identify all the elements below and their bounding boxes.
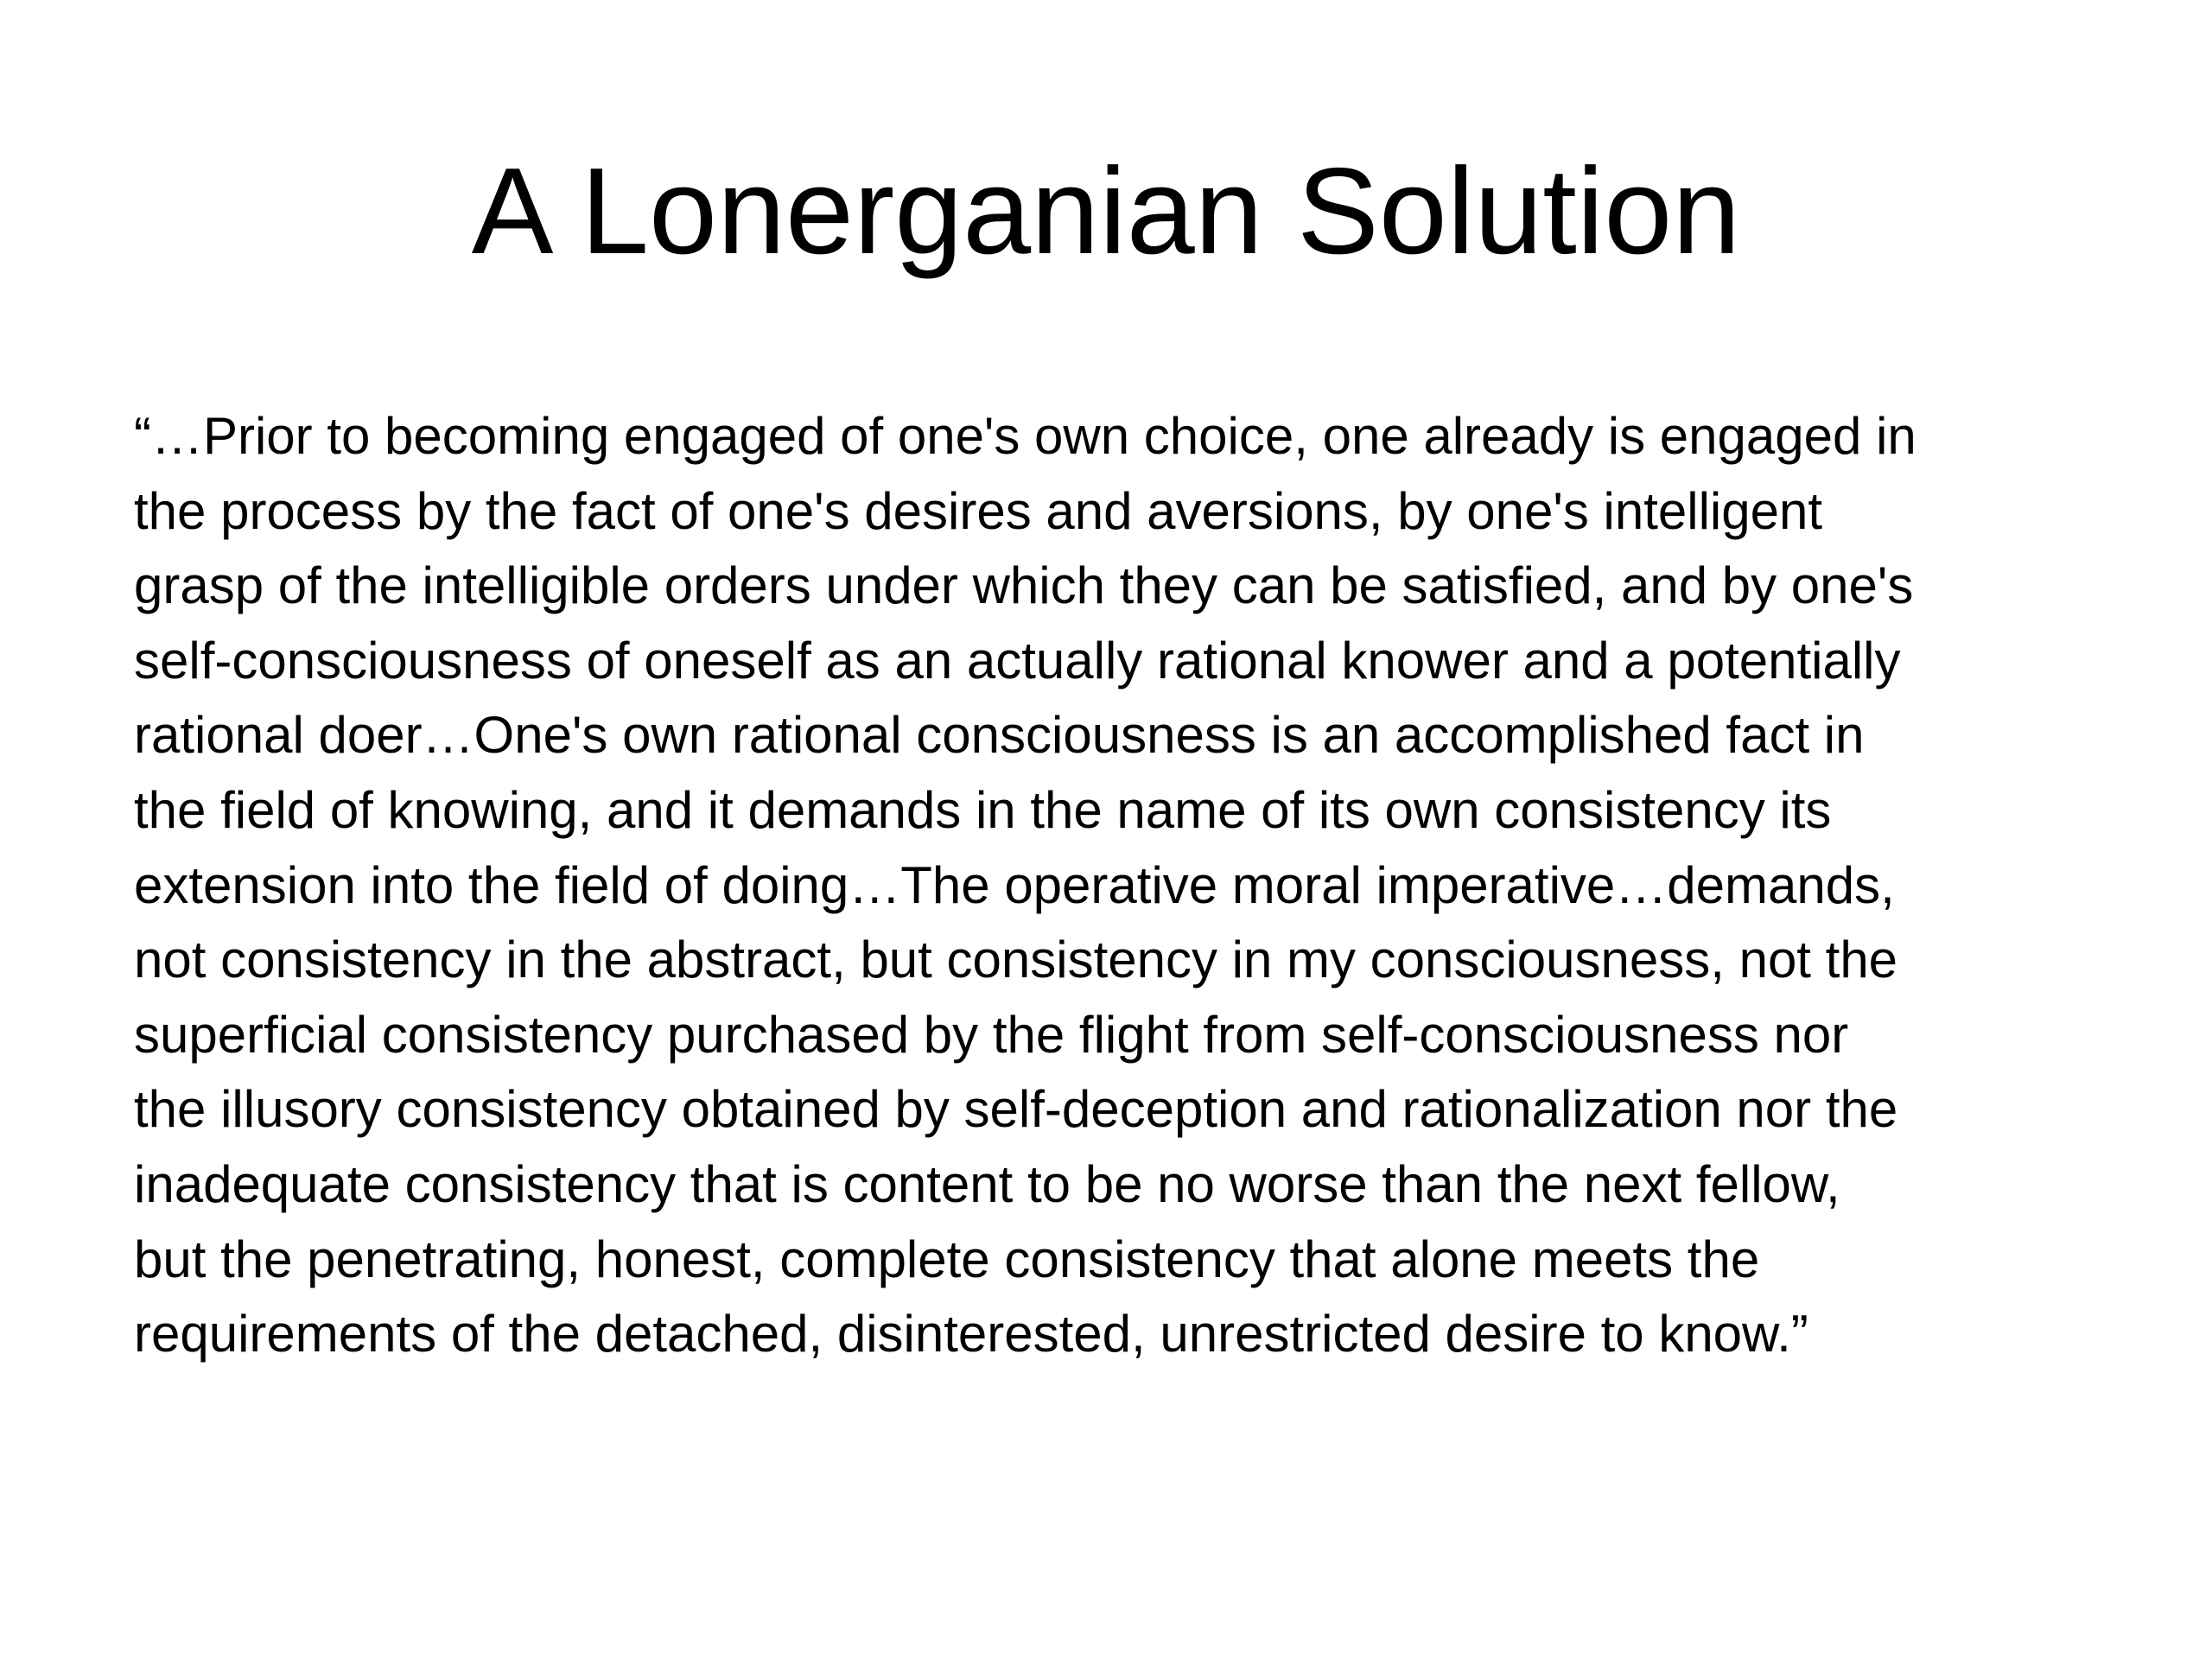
quote-line: grasp of the intelligible orders under which they can be satisfied, and by one's (134, 556, 1914, 615)
slide-title: A Lonerganian Solution (471, 143, 1741, 280)
quote-line: inadequate consistency that is content to be no worse than the next fellow, (134, 1154, 1840, 1213)
quote-line: not consistency in the abstract, but consistency in my consciousness, not the (134, 931, 1898, 989)
quote-line: requirements of the detached, disinterested, unrestricted desire to know.” (134, 1305, 1808, 1363)
quote-line: the process by the fact of one's desires and aversions, by one's intelligent (134, 481, 1823, 540)
quote-line: but the penetrating, honest, complete consistency that alone meets the (134, 1230, 1760, 1288)
quote-line: extension into the field of doing…The operative moral imperative…demands, (134, 855, 1895, 914)
quote-line: the field of knowing, and it demands in the name of its own consistency its (134, 780, 1832, 839)
quote-line: rational doer…One's own rational consciousness is an accomplished fact in (134, 706, 1865, 765)
quote-body (134, 399, 2121, 1372)
quote-line: self-consciousness of oneself as an actually rational knower and a potentially (134, 631, 1901, 690)
quote-line: superficial consistency purchased by the flight from self-consciousness nor (134, 1005, 1849, 1064)
quote-line: the illusory consistency obtained by self-deception and rationalization nor the (134, 1080, 1898, 1139)
quote-line: “…Prior to becoming engaged of one's own choice, one already is engaged in (134, 407, 1916, 465)
